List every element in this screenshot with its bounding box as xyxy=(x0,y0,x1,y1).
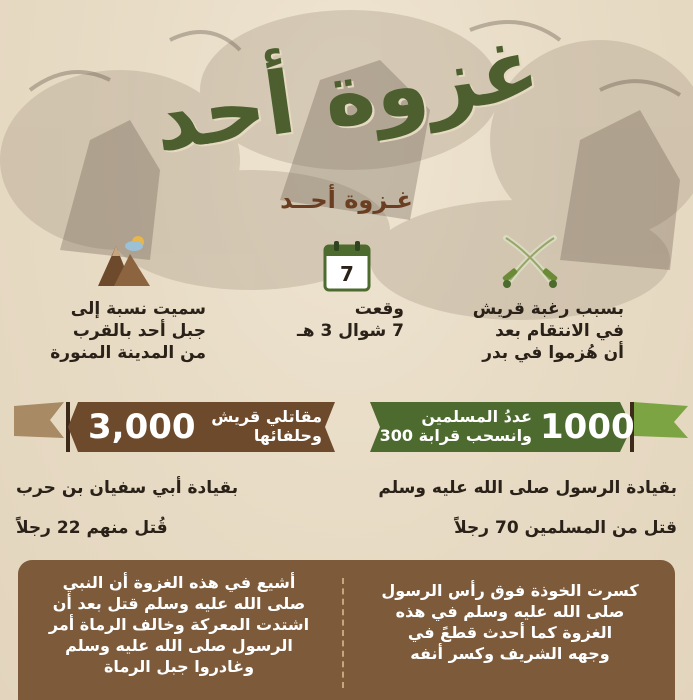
calendar-icon xyxy=(322,240,372,292)
calendar-day: 7 xyxy=(340,262,354,286)
quraysh-label: مقاتلي قريش وحلفائها xyxy=(211,407,322,445)
mountain-icon xyxy=(96,232,152,288)
muslims-killed: قتل من المسلمين 70 رجلاً xyxy=(454,518,677,538)
muslims-label: عددُ المسلمين وانسحب قرابة 300 xyxy=(379,407,532,445)
muslims-count: 1000 xyxy=(540,407,635,447)
page-title: غزوة أحد xyxy=(147,18,546,172)
note-right: كسرت الخوذة فوق رأس الرسول صلى الله عليه وسلم في هذه الغزوة كما أحدث قطعً في وجهه الشريف وكسر أنفه xyxy=(381,581,639,663)
name-origin-text: سميت نسبة إلى جبل أحد بالقرب من المدينة المنورة xyxy=(50,299,206,363)
notes-divider xyxy=(342,578,344,688)
note-left: أشيع في هذه الغزوة أن النبي صلى الله عليه وسلم قتل بعد أن اشتدت المعركة وخالف الرماة أمر الرسول صلى الله عليه وسلم وغادروا جبل الرماة xyxy=(48,573,310,676)
crossed-swords-icon xyxy=(498,232,562,290)
quraysh-leader: بقيادة أبي سفيان بن حرب xyxy=(16,478,239,498)
quraysh-count: 3,000 xyxy=(88,407,196,447)
page-subtitle: غـزوة أحــد xyxy=(280,186,413,214)
quraysh-killed: قُتل منهم 22 رجلاً xyxy=(16,518,168,538)
muslims-banner xyxy=(370,402,690,452)
reason-text: بسبب رغبة قريش في الانتقام بعد أن هُزموا في بدر xyxy=(472,299,624,363)
date-text: وقعت 7 شوال 3 هـ xyxy=(296,299,404,341)
quraysh-banner xyxy=(10,402,335,452)
muslims-leader: بقيادة الرسول صلى الله عليه وسلم xyxy=(378,478,677,498)
